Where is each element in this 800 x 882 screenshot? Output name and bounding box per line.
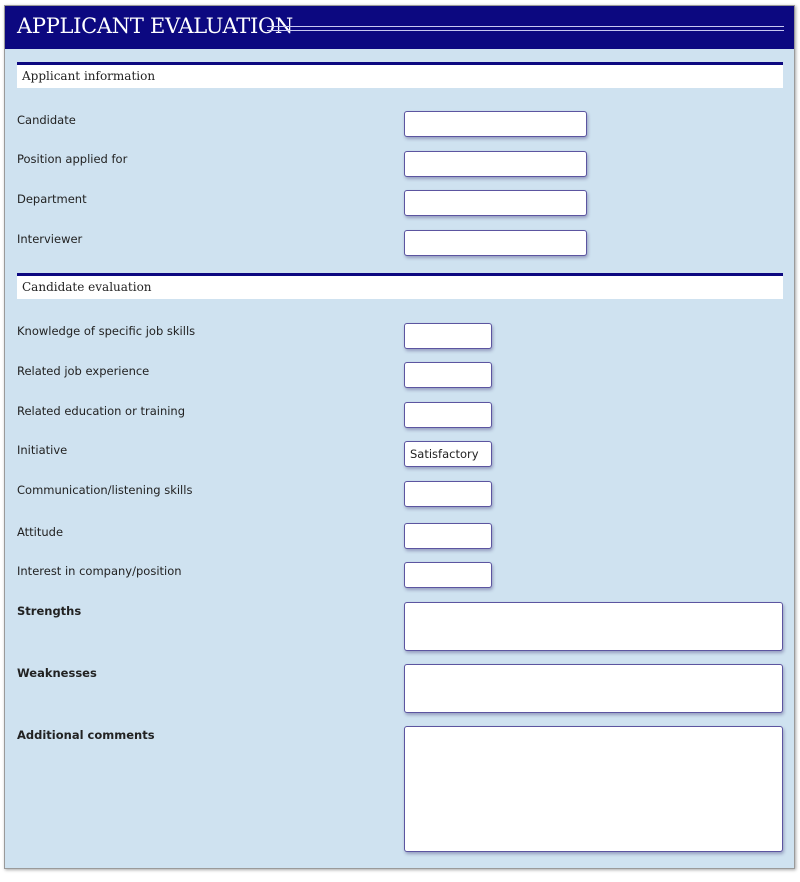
candidate-label: Candidate bbox=[17, 113, 76, 127]
job-experience-rating[interactable] bbox=[404, 362, 492, 388]
page-title: APPLICANT EVALUATION bbox=[17, 14, 293, 38]
strengths-textarea[interactable] bbox=[404, 602, 783, 651]
initiative-label: Initiative bbox=[17, 443, 68, 457]
evaluation-form bbox=[4, 5, 795, 869]
job-experience-label: Related job experience bbox=[17, 364, 150, 378]
section-title: Candidate evaluation bbox=[22, 280, 152, 294]
form-header bbox=[5, 6, 794, 49]
section-header-candidate-evaluation bbox=[17, 273, 783, 299]
weaknesses-textarea[interactable] bbox=[404, 664, 783, 713]
attitude-label: Attitude bbox=[17, 525, 64, 539]
initiative-rating[interactable] bbox=[404, 441, 492, 467]
section-title: Applicant information bbox=[22, 69, 156, 83]
candidate-input[interactable] bbox=[404, 111, 587, 137]
education-rating[interactable] bbox=[404, 402, 492, 428]
position-label: Position applied for bbox=[17, 152, 128, 166]
additional-comments-label: Additional comments bbox=[17, 728, 155, 742]
department-label: Department bbox=[17, 192, 87, 206]
communication-label: Communication/listening skills bbox=[17, 483, 193, 497]
interviewer-label: Interviewer bbox=[17, 232, 83, 246]
interest-label: Interest in company/position bbox=[17, 564, 182, 578]
position-input[interactable] bbox=[404, 151, 587, 177]
job-skills-label: Knowledge of specific job skills bbox=[17, 324, 196, 338]
strengths-label: Strengths bbox=[17, 604, 82, 618]
additional-comments-textarea[interactable] bbox=[404, 726, 783, 852]
header-double-rule bbox=[267, 26, 784, 31]
department-input[interactable] bbox=[404, 190, 587, 216]
attitude-rating[interactable] bbox=[404, 523, 492, 549]
interviewer-input[interactable] bbox=[404, 230, 587, 256]
job-skills-rating[interactable] bbox=[404, 323, 492, 349]
section-header-applicant-information bbox=[17, 62, 783, 88]
weaknesses-label: Weaknesses bbox=[17, 666, 97, 680]
communication-rating[interactable] bbox=[404, 481, 492, 507]
education-label: Related education or training bbox=[17, 404, 186, 418]
interest-rating[interactable] bbox=[404, 562, 492, 588]
